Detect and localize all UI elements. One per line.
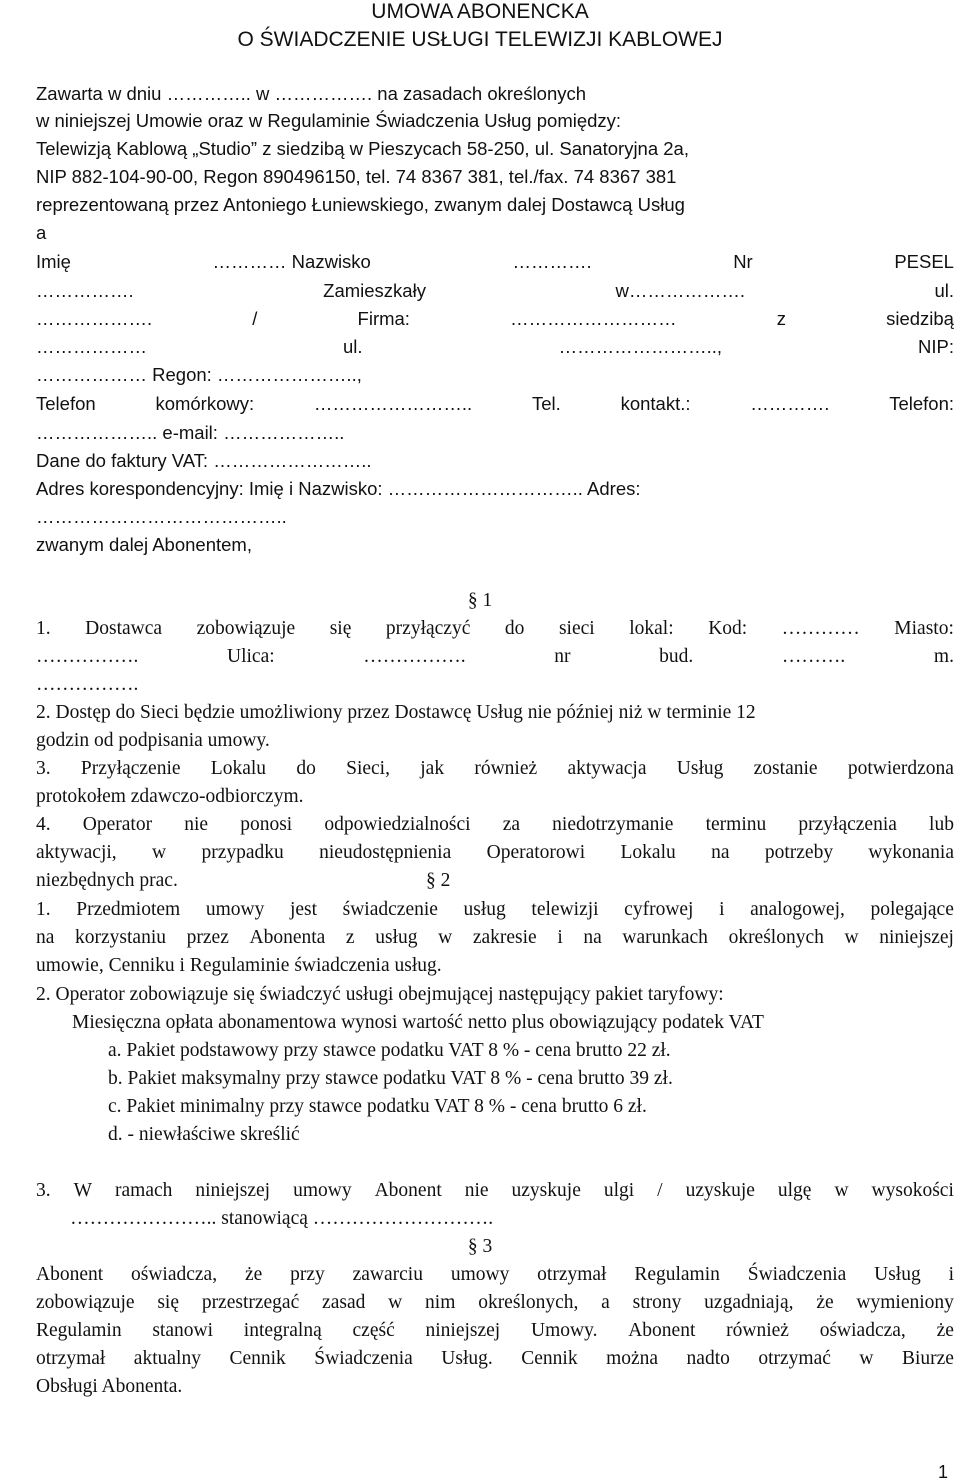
s2-p2-line-1: 2. Operator zobowiązuje się świadczyć usługi obejmującej następujący pakiet taryfowy: (36, 984, 724, 1005)
word: zawarciu (352, 1264, 423, 1285)
word: na (711, 842, 730, 863)
word: że (816, 1292, 834, 1313)
word: usług (463, 899, 506, 920)
section-2-heading: § 2 (426, 870, 451, 891)
title-line-1: UMOWA ABONENCKA (371, 0, 589, 23)
word: Regulamin (634, 1264, 720, 1285)
word: Biurze (901, 1348, 954, 1369)
word: Świadczenia (747, 1264, 847, 1285)
word: Lokalu (620, 842, 676, 863)
s1-p1-line-3: ……………. (36, 674, 139, 695)
word: otrzymał (36, 1348, 106, 1369)
word: część (352, 1320, 395, 1341)
word: również (474, 758, 538, 779)
word: Usług (676, 758, 724, 779)
word: komórkowy: (155, 393, 255, 414)
word: Lokalu (210, 758, 267, 779)
word: stanowi (152, 1320, 214, 1341)
section-1-heading: § 1 (467, 590, 493, 611)
s2-p1-line-3: umowie, Cenniku i Regulaminie świadczenia usług. (36, 955, 442, 976)
word: uzyskuje (511, 1180, 581, 1201)
tariff-item-a: a. Pakiet podstawowy przy stawce podatku VAT 8 % - cena brutto 22 zł. (108, 1040, 671, 1061)
word: określonych, (478, 1292, 579, 1313)
word: w (388, 1292, 403, 1313)
word: również (726, 1320, 789, 1341)
word: z (776, 308, 786, 329)
form-row-subscriber: zwanym dalej Abonentem, (36, 534, 252, 555)
word: Świadczenia (314, 1348, 413, 1369)
tariff-item-c: c. Pakiet minimalny przy stawce podatku VAT 8 % - cena brutto 6 zł. (108, 1096, 647, 1117)
s3-line-5: Obsługi Abonenta. (36, 1376, 183, 1397)
word: nim (425, 1292, 456, 1313)
word: przyłączyć (385, 618, 471, 639)
word: określonych (728, 927, 824, 948)
word: sieci (558, 618, 595, 639)
word: i (948, 1264, 954, 1285)
word: zobowiązuje (196, 618, 296, 639)
form-row-company (36, 306, 954, 332)
intro-line-6: a (36, 222, 47, 243)
word: 3. (36, 1180, 51, 1201)
form-row-email: ……………….. e-mail: ……………….. (36, 422, 345, 443)
word: nadto (686, 1348, 730, 1369)
word: zobowiązuje (36, 1292, 135, 1313)
word: aktywacja (567, 758, 647, 779)
s2-p3-line-2: ………………….. stanowiącą ………………………. (36, 1208, 494, 1229)
word: przez (186, 927, 229, 948)
form-row-phone (36, 391, 954, 417)
form-row-nip (36, 334, 954, 360)
word: / (252, 308, 258, 329)
word: …………………….. (313, 393, 473, 414)
word: a (601, 1292, 610, 1313)
word: integralną (243, 1320, 322, 1341)
word: niniejszej (425, 1320, 501, 1341)
word: świadczenie (342, 899, 438, 920)
word: umowy (205, 899, 265, 920)
s3-line-1 (36, 1262, 954, 1288)
word: ul. (343, 336, 363, 357)
word: lub (929, 814, 954, 835)
word: na (583, 927, 602, 948)
word: ………………. (36, 308, 153, 329)
form-row-correspondence-cont: ………………………………….. (36, 506, 287, 527)
word: nie (464, 1180, 489, 1201)
word: przypadku (201, 842, 284, 863)
word: umowy (450, 1264, 510, 1285)
word: Usług (874, 1264, 921, 1285)
word: ponosi (240, 814, 293, 835)
word: się (157, 1292, 180, 1313)
word: …………. (750, 393, 830, 414)
s1-p4-line-3: niezbędnych prac. (36, 870, 178, 891)
s2-p1-line-2 (36, 925, 954, 951)
word: w (844, 927, 859, 948)
word: jak (420, 758, 445, 779)
word: ……………………… (510, 308, 677, 329)
word: Abonenta (249, 927, 326, 948)
word: wykonania (868, 842, 954, 863)
s3-line-2 (36, 1290, 954, 1316)
word: ………… (781, 618, 860, 639)
word: / (657, 1180, 663, 1201)
word: Sieci, (346, 758, 390, 779)
word: bud. (659, 646, 694, 667)
word: nr (554, 646, 571, 667)
word: telewizji (531, 899, 599, 920)
word: oświadcza, (131, 1264, 218, 1285)
word: analogowej, (750, 899, 845, 920)
word: uzyskuje (685, 1180, 755, 1201)
word: Kod: (708, 618, 748, 639)
word: Telefon (36, 393, 96, 414)
form-row-name (36, 249, 954, 275)
word: Regulamin (36, 1320, 122, 1341)
section-3-heading: § 3 (467, 1236, 493, 1257)
word: warunkach (622, 927, 708, 948)
word: Imię (36, 251, 71, 272)
word: niniejszej (195, 1180, 271, 1201)
word: 1. (36, 618, 51, 639)
word: ul. (934, 280, 954, 301)
word: na (36, 927, 55, 948)
word: Cennik (229, 1348, 286, 1369)
s2-p3-line-1 (36, 1178, 954, 1204)
s1-p1-line-1 (36, 616, 954, 642)
s2-p2-line-2: Miesięczna opłata abonamentowa wynosi wartość netto plus obowiązujący podatek VAT (72, 1012, 764, 1033)
word: zostanie (753, 758, 818, 779)
intro-line-3: Telewizją Kablową „Studio” z siedzibą w Pieszycach 58-250, ul. Sanatoryjna 2a, (36, 138, 689, 159)
word: W (73, 1180, 93, 1201)
word: Firma: (357, 308, 410, 329)
word: 4. (36, 814, 51, 835)
word: Usług. (441, 1348, 493, 1369)
word: Operatorowi (486, 842, 586, 863)
word: do (296, 758, 316, 779)
word: nieudostępnienia (319, 842, 452, 863)
word: polegające (870, 899, 954, 920)
word: wymieniony (856, 1292, 954, 1313)
word: przestrzegać (201, 1292, 300, 1313)
s1-p4-line-2 (36, 840, 954, 866)
word: …………………….., (558, 336, 722, 357)
tariff-item-b: b. Pakiet maksymalny przy stawce podatku VAT 8 % - cena brutto 39 zł. (108, 1068, 673, 1089)
word: Przedmiotem (76, 899, 181, 920)
word: 1. (36, 899, 51, 920)
form-row-regon: ……………… Regon: ………………….., (36, 364, 362, 385)
word: przy (290, 1264, 325, 1285)
word: w (438, 927, 453, 948)
word: Umowy. (531, 1320, 598, 1341)
word: jest (289, 899, 318, 920)
word: ……………. (36, 646, 139, 667)
word: aktywacji, (36, 842, 117, 863)
word: umowy (293, 1180, 352, 1201)
word: Cennik (521, 1348, 578, 1369)
word: ………. (781, 646, 846, 667)
word: za (502, 814, 521, 835)
title-line-2: O ŚWIADCZENIE USŁUGI TELEWIZJI KABLOWEJ (237, 28, 723, 51)
form-row-correspondence: Adres korespondencyjny: Imię i Nazwisko: ………………………….. Adres: (36, 478, 641, 499)
word: siedzibą (886, 308, 954, 329)
word: Miasto: (894, 618, 954, 639)
word: Abonent (628, 1320, 696, 1341)
s1-p2-line-2: godzin od podpisania umowy. (36, 730, 270, 751)
intro-line-5: reprezentowaną przez Antoniego Łuniewskiego, zwanym dalej Dostawcą Usług (36, 194, 685, 215)
word: otrzymać (758, 1348, 831, 1369)
word: niedotrzymanie (552, 814, 674, 835)
s1-p3-line-2: protokołem zdawczo-odbiorczym. (36, 786, 304, 807)
word: ………… Nazwisko (212, 251, 371, 272)
word: w (859, 1348, 874, 1369)
tariff-item-d: d. - niewłaściwe skreślić (108, 1124, 300, 1145)
word: strony (632, 1292, 682, 1313)
word: 3. (36, 758, 51, 779)
form-row-address (36, 278, 954, 304)
word: uzgadniają, (704, 1292, 794, 1313)
word: ulgi (603, 1180, 635, 1201)
word: kontakt.: (620, 393, 691, 414)
word: ……………. (363, 646, 466, 667)
word: można (606, 1348, 659, 1369)
word: otrzymał (537, 1264, 607, 1285)
word: Abonent (374, 1180, 442, 1201)
s1-p1-line-2 (36, 644, 954, 670)
s1-p3-line-1 (36, 756, 954, 782)
word: w (834, 1180, 849, 1201)
word: zakresie (472, 927, 537, 948)
word: wysokości (871, 1180, 954, 1201)
word: usług (375, 927, 418, 948)
word: aktualny (133, 1348, 201, 1369)
intro-line-4: NIP 882-104-90-00, Regon 890496150, tel. 74 8367 381, tel./fax. 74 8367 381 (36, 166, 677, 187)
s3-line-4 (36, 1346, 954, 1372)
word: zasad (322, 1292, 366, 1313)
intro-line-1: Zawarta w dniu ………….. w ……………. na zasadach określonych (36, 83, 587, 104)
word: do (504, 618, 525, 639)
s3-line-3 (36, 1318, 954, 1344)
word: m. (933, 646, 954, 667)
word: i (719, 899, 725, 920)
word: Operator (82, 814, 153, 835)
word: ulgę (777, 1180, 812, 1201)
word: Ulica: (227, 646, 275, 667)
word: lokal: (629, 618, 674, 639)
form-row-invoice: Dane do faktury VAT: …………………….. (36, 450, 372, 471)
s2-p1-line-1 (36, 897, 954, 923)
s1-p2-line-1: 2. Dostęp do Sieci będzie umożliwiony przez Dostawcę Usług nie później niż w terminie 12 (36, 702, 756, 723)
word: potrzeby (764, 842, 834, 863)
word: PESEL (894, 251, 954, 272)
s1-p4-line-1 (36, 812, 954, 838)
word: niniejszej (879, 927, 954, 948)
word: że (936, 1320, 954, 1341)
word: korzystaniu (75, 927, 167, 948)
word: cyfrowej (624, 899, 694, 920)
word: w………………. (615, 280, 745, 301)
word: …………. (512, 251, 592, 272)
word: ……………. (36, 280, 134, 301)
word: terminu (705, 814, 767, 835)
word: odpowiedzialności (324, 814, 471, 835)
page-number: 1 (937, 1462, 948, 1482)
word: i (557, 927, 563, 948)
word: Abonent (36, 1264, 104, 1285)
word: że (244, 1264, 263, 1285)
word: NIP: (918, 336, 954, 357)
word: oświadcza, (819, 1320, 906, 1341)
word: się (329, 618, 352, 639)
word: Dostawca (85, 618, 163, 639)
word: z (345, 927, 355, 948)
word: ramach (115, 1180, 173, 1201)
word: ……………… (36, 336, 147, 357)
word: nie (184, 814, 209, 835)
word: Przyłączenie (80, 758, 181, 779)
word: przyłączenia (798, 814, 897, 835)
word: Zamieszkały (323, 280, 426, 301)
word: Nr (733, 251, 753, 272)
word: Tel. (531, 393, 561, 414)
intro-line-2: w niniejszej Umowie oraz w Regulaminie Świadczenia Usług pomiędzy: (36, 110, 622, 131)
word: w (152, 842, 167, 863)
word: Telefon: (889, 393, 954, 414)
word: potwierdzona (847, 758, 954, 779)
